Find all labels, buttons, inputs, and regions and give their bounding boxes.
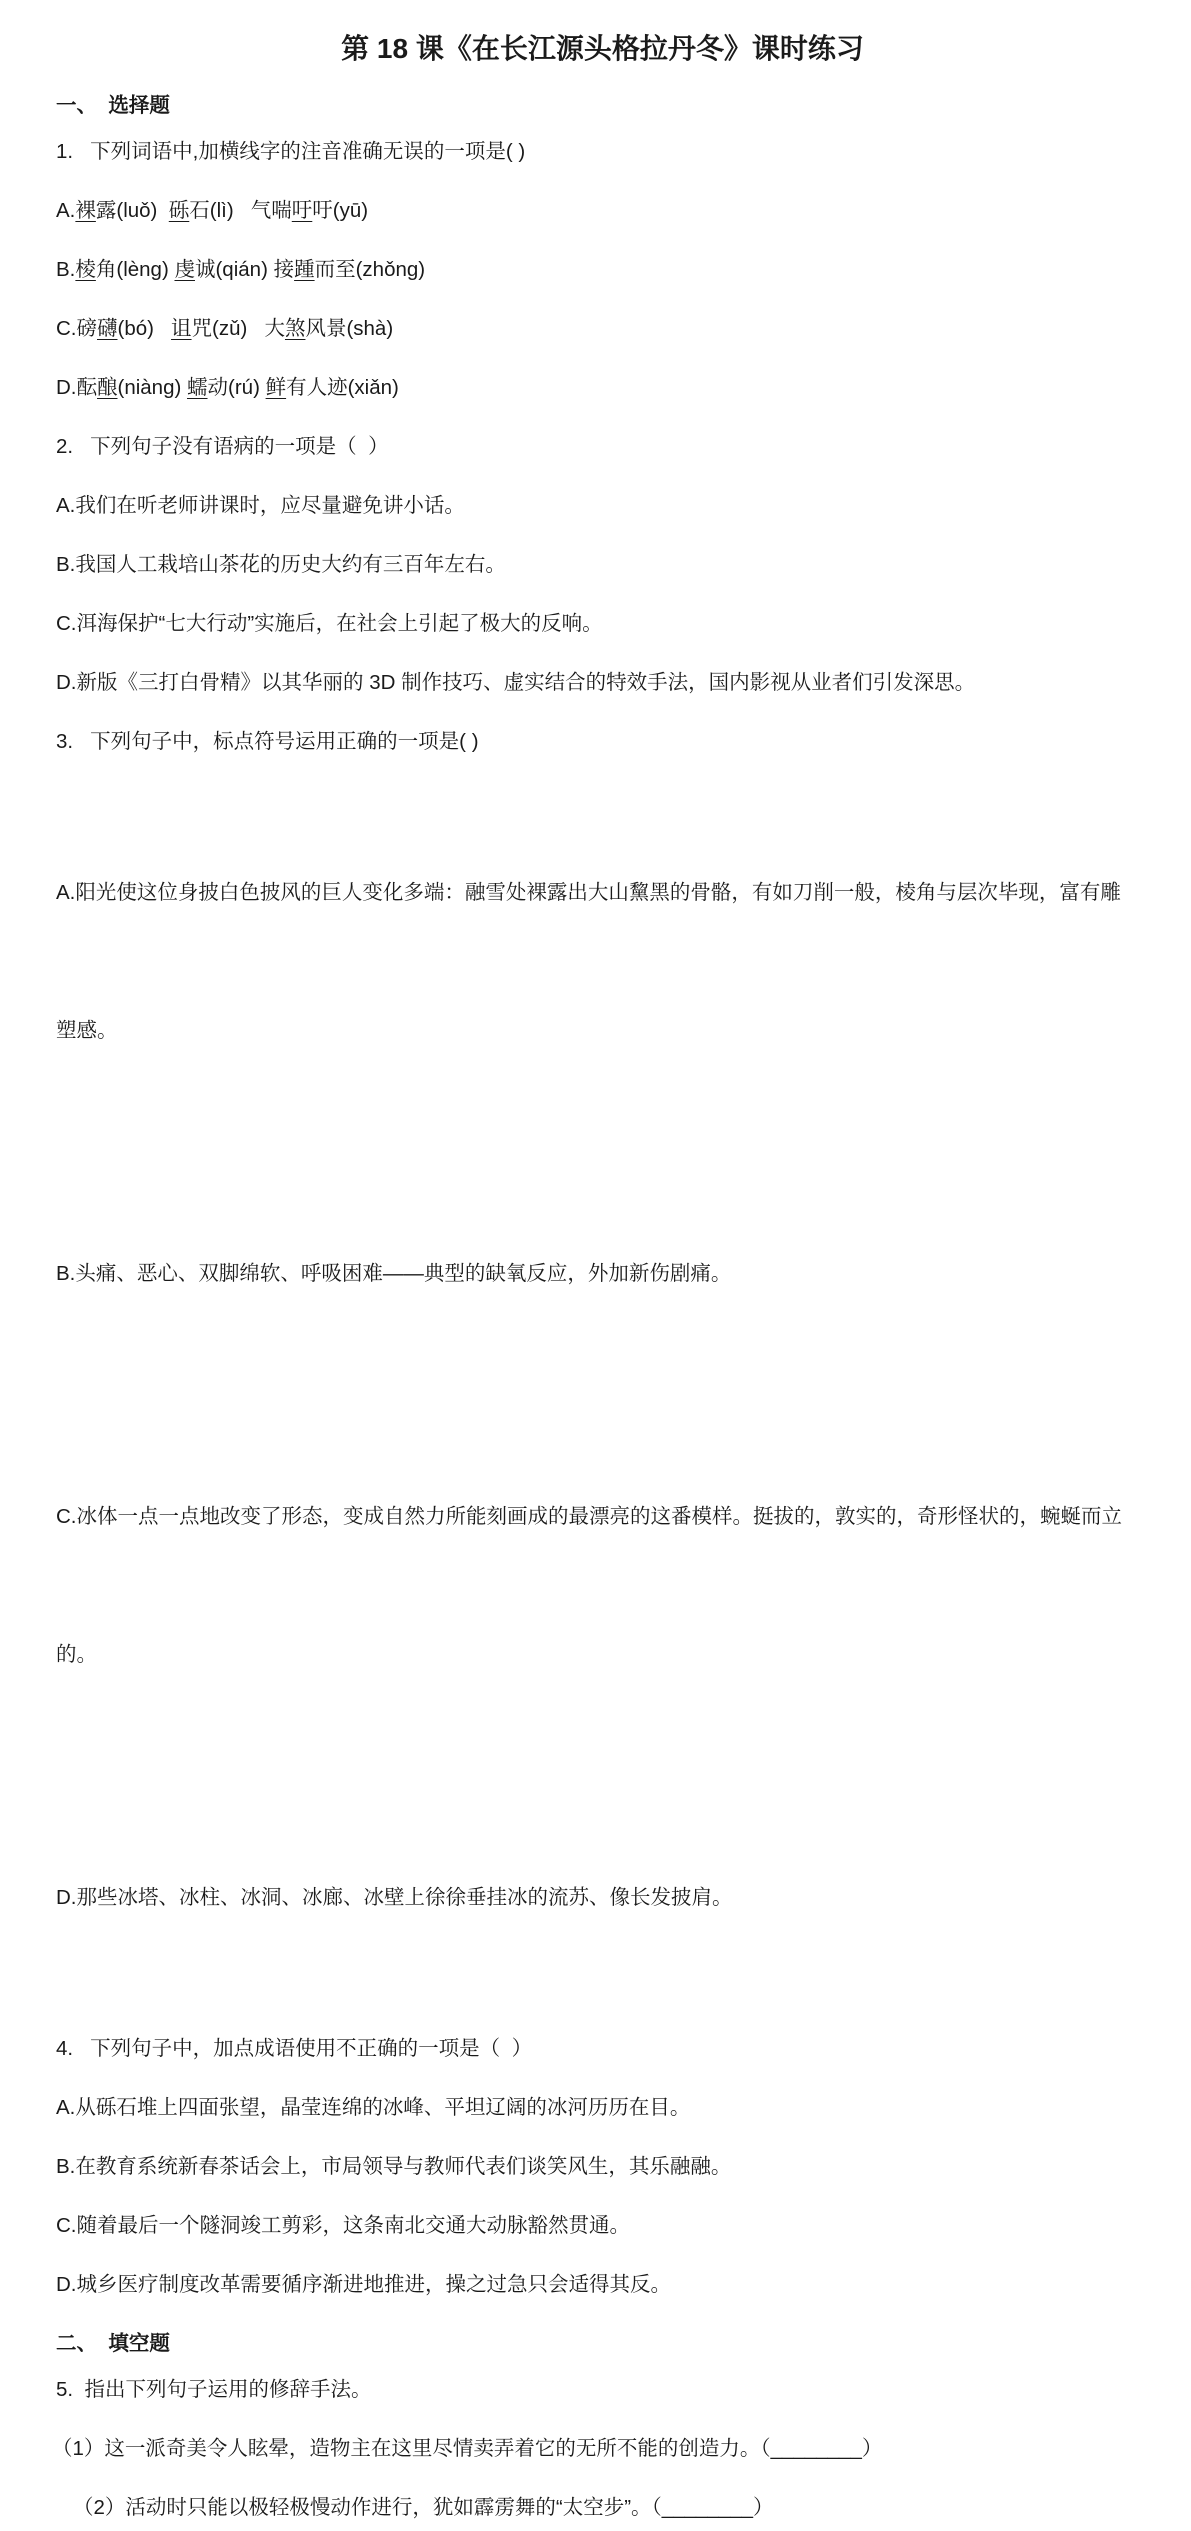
section-heading-choice: 一、 选择题 [56, 94, 170, 117]
question-3-option-b [56, 1159, 1171, 1389]
option-text: 角(lèng) [95, 258, 175, 281]
section-heading-fill-in: 二、 填空题 [56, 2332, 170, 2355]
question-4-option-a: A.从砾石堆上四面张望，晶莹连绵的冰峰、平坦辽阔的冰河历历在目。 [56, 2096, 691, 2119]
question-3-option-d [56, 1783, 1171, 2013]
question-4-stem: 4. 下列句子中，加点成语使用不正确的一项是（ ） [56, 2037, 533, 2060]
question-5-item-2: （2）活动时只能以极轻极慢动作进行，犹如霹雳舞的“太空步”。（________） [73, 2496, 774, 2519]
question-2-option-d: D.新版《三打白骨精》以其华丽的 3D 制作技巧、虚实结合的特效手法，国内影视从业者们引发深思。 [56, 671, 976, 694]
option-text: 动(rú) [207, 376, 266, 399]
option-text: (niàng) [117, 376, 188, 399]
option-line-continued: 的。 [56, 1643, 97, 1666]
underlined-character: 诅 [171, 317, 192, 340]
question-1-option-a [56, 188, 1171, 234]
option-text: 吁(yū) [312, 199, 369, 222]
underlined-character: 鲜 [265, 376, 287, 399]
question-3-option-a [56, 778, 1171, 1146]
question-4-option-d: D.城乡医疗制度改革需要循序渐进地推进，操之过急只会适得其反。 [56, 2273, 671, 2296]
question-2-stem: 2. 下列句子没有语病的一项是（ ） [56, 435, 389, 458]
question-2-option-a: A.我们在听老师讲课时，应尽量避免讲小话。 [56, 494, 465, 517]
underlined-character: 吁 [291, 199, 313, 222]
underlined-character: 礴 [97, 317, 118, 340]
option-text: 风景(shà) [305, 317, 394, 340]
option-text: A. [56, 199, 76, 222]
question-5-item-1: （1）这一派奇美令人眩晕，造物主在这里尽情卖弄着它的无所不能的创造力。（________） [52, 2437, 883, 2460]
question-2-option-b: B.我国人工栽培山茶花的历史大约有三百年左右。 [56, 553, 506, 576]
option-line: B.头痛、恶心、双脚绵软、呼吸困难——典型的缺氧反应，外加新伤剧痛。 [56, 1262, 732, 1285]
option-text: 露(luǒ) [95, 199, 169, 222]
option-line: A.阳光使这位身披白色披风的巨人变化多端：融雪处裸露出大山黧黑的骨骼，有如刀削一般，棱角与层次毕现，富有雕 [56, 881, 1121, 904]
option-text: C.磅 [56, 317, 97, 340]
option-text: 诚(qián) 接 [194, 258, 295, 281]
question-4-option-b: B.在教育系统新春茶话会上，市局领导与教师代表们谈笑风生，其乐融融。 [56, 2155, 732, 2178]
question-1-option-c [56, 306, 1171, 352]
underlined-character: 酿 [97, 376, 118, 399]
option-text: 咒(zǔ) 大 [191, 317, 285, 340]
option-text: (bó) [117, 317, 172, 340]
page-title: 第 18 课《在长江源头格拉丹冬》课时练习 [341, 33, 864, 64]
question-5-stem: 5. 指出下列句子运用的修辞手法。 [56, 2378, 372, 2401]
question-1-option-d [56, 365, 1171, 411]
option-text: 石(lì) 气喘 [189, 199, 292, 222]
question-4-option-c: C.随着最后一个隧洞竣工剪彩，这条南北交通大动脉豁然贯通。 [56, 2214, 630, 2237]
underlined-character: 蠕 [187, 376, 208, 399]
underlined-character: 砾 [168, 199, 190, 222]
option-line: D.那些冰塔、冰柱、冰洞、冰廊、冰壁上徐徐垂挂冰的流苏、像长发披肩。 [56, 1886, 733, 1909]
question-1-stem: 1. 下列词语中,加横线字的注音准确无误的一项是( ) [56, 140, 526, 163]
option-line: C.冰体一点一点地改变了形态，变成自然力所能刻画成的最漂亮的这番模样。挺拔的，敦实的，奇形怪状的，蜿蜒而立 [56, 1505, 1122, 1528]
option-text: B. [56, 258, 76, 281]
question-2-option-c: C.洱海保护“七大行动”实施后，在社会上引起了极大的反响。 [56, 612, 603, 635]
question-3-option-c [56, 1402, 1171, 1770]
option-text: 有人迹(xiǎn) [286, 376, 399, 399]
underlined-character: 虔 [174, 258, 195, 281]
option-text: 而至(zhǒng) [314, 258, 426, 281]
option-text: D.酝 [56, 376, 97, 399]
question-1-option-b [56, 247, 1171, 293]
underlined-character: 煞 [284, 317, 306, 340]
underlined-character: 棱 [75, 258, 96, 281]
underlined-character: 裸 [75, 199, 96, 222]
option-line-continued: 塑感。 [56, 1019, 118, 1042]
question-3-stem: 3. 下列句子中，标点符号运用正确的一项是( ) [56, 730, 479, 753]
underlined-character: 踵 [294, 258, 315, 281]
worksheet-content [0, 83, 1191, 2531]
